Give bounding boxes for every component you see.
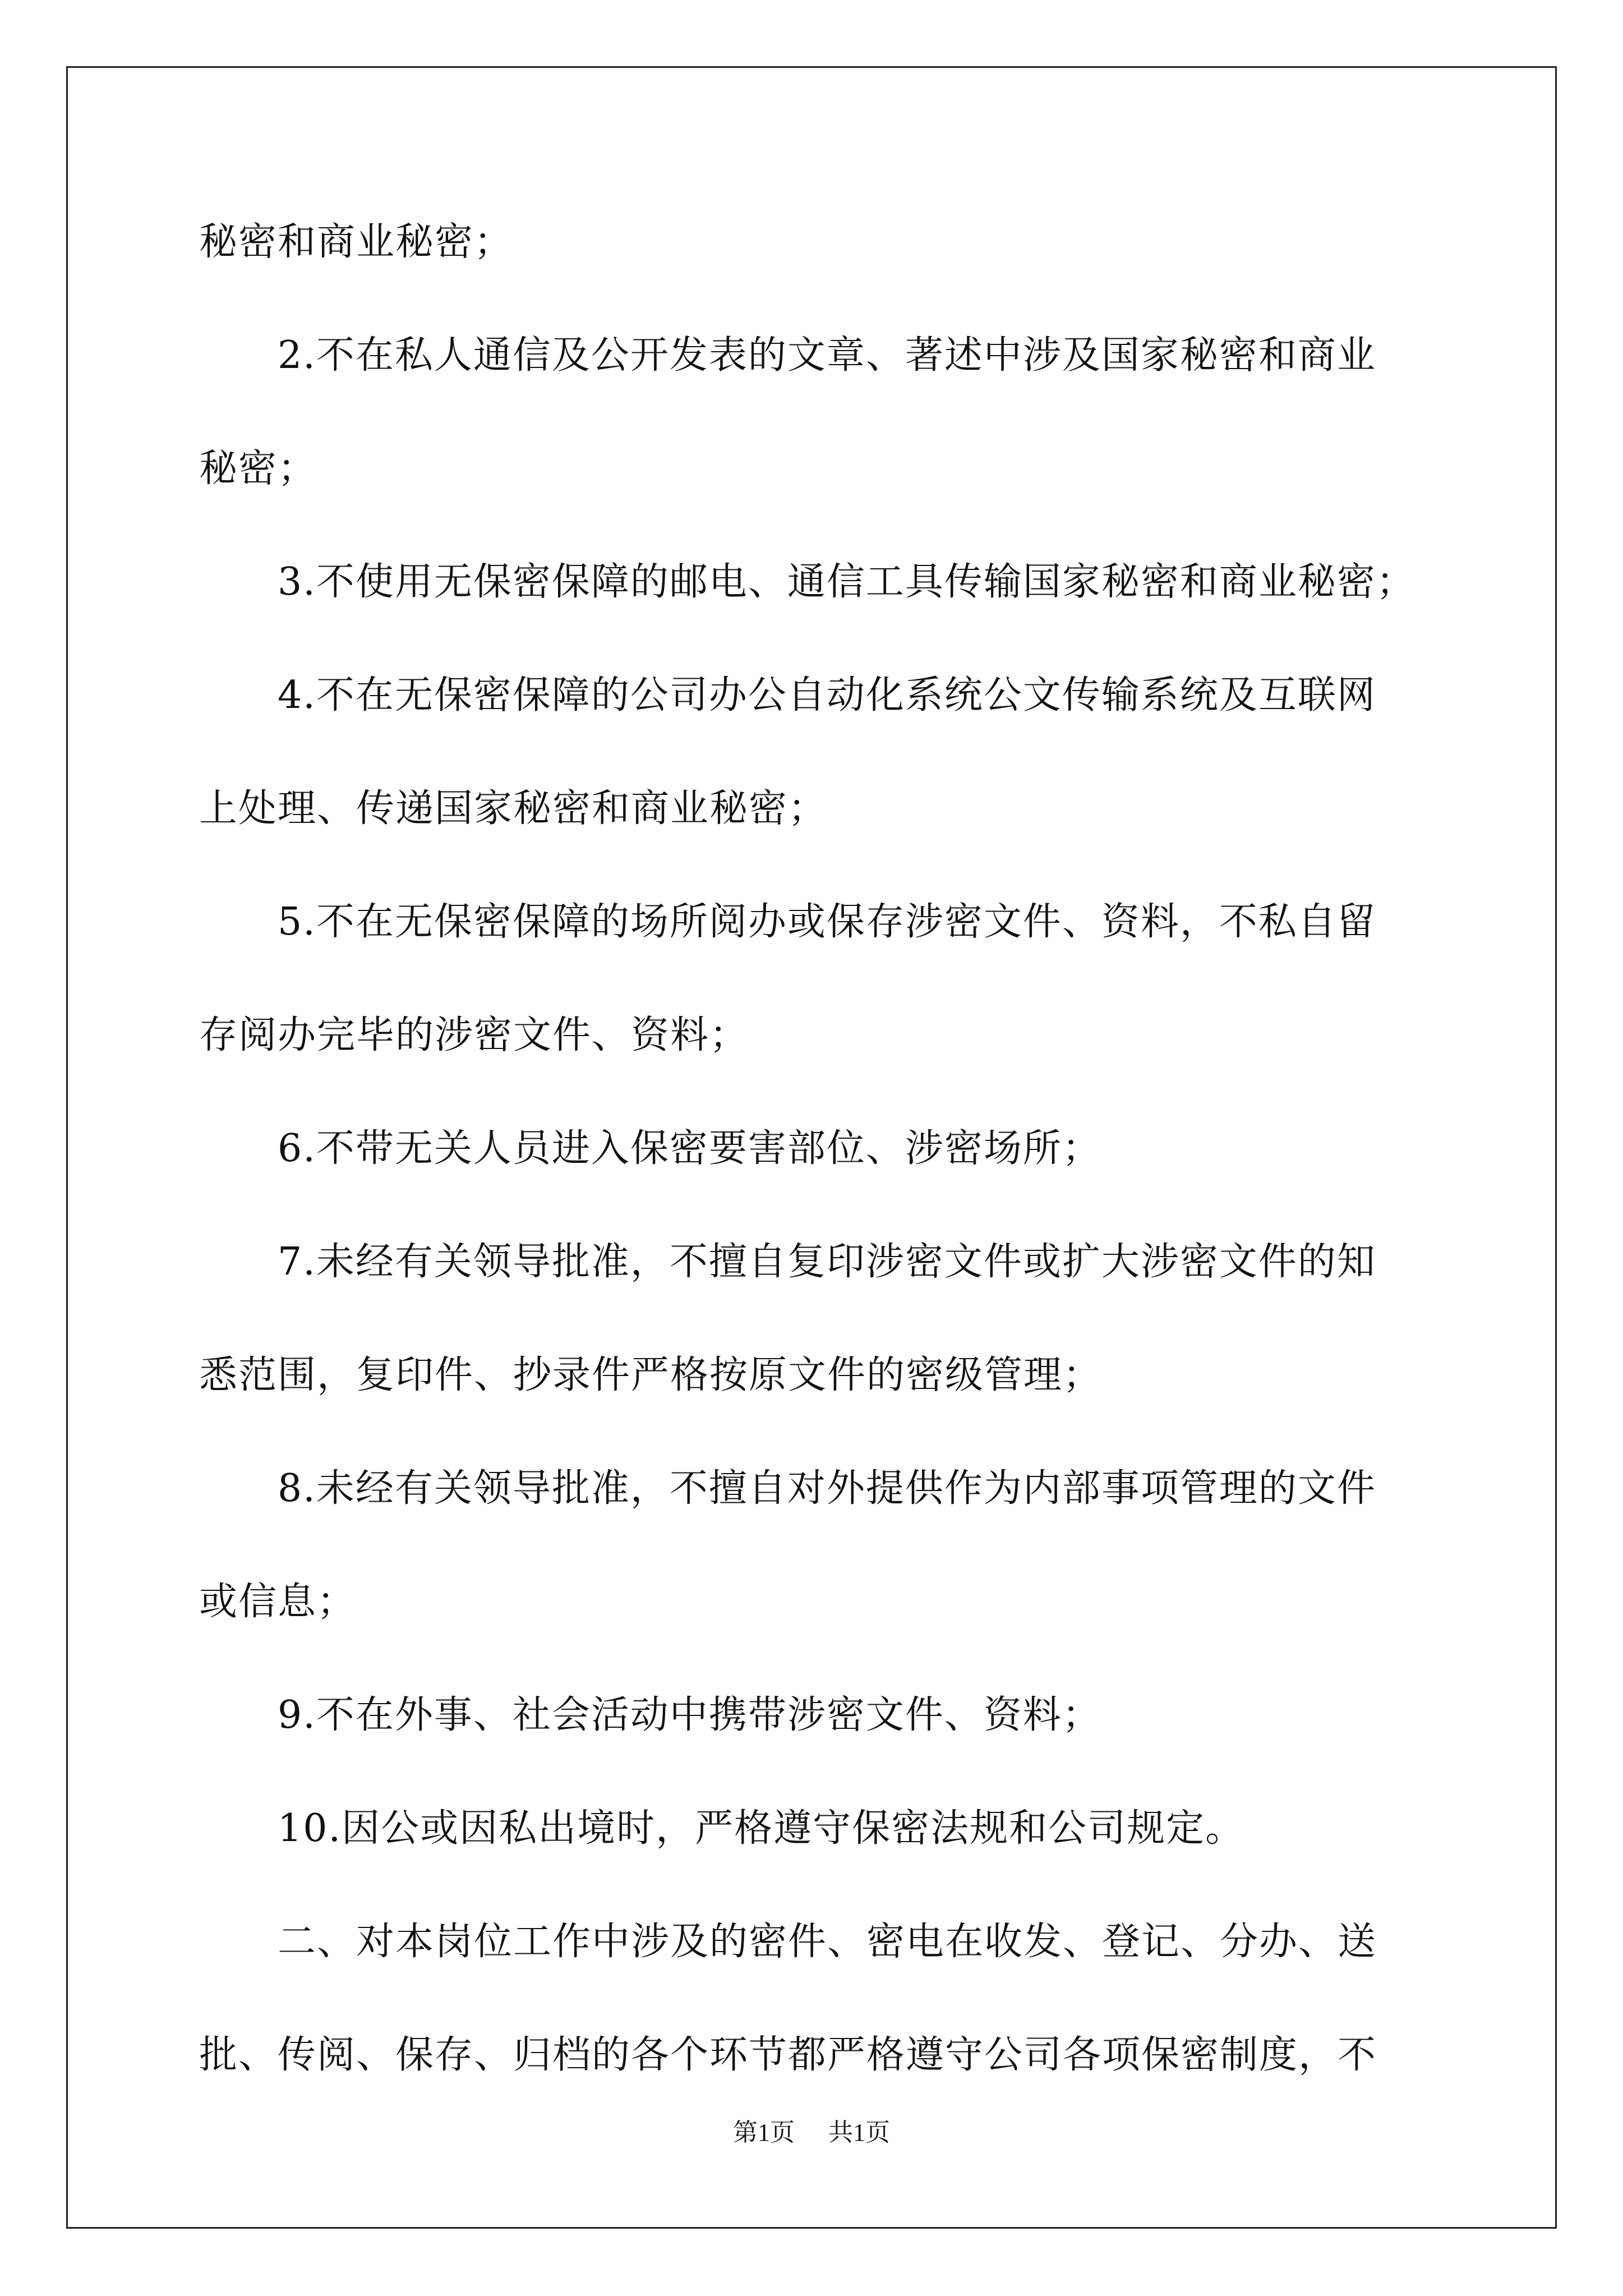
page-footer (0, 2120, 1623, 2145)
text-line-13: 或信息； (199, 1580, 357, 1624)
text-line-7: 5.不在无保密保障的场所阅办或保存涉密文件、资料，不私自留 (278, 900, 1376, 944)
text-line-14: 9.不在外事、社会活动中携带涉密文件、资料； (278, 1693, 1101, 1737)
text-line-2: 2.不在私人通信及公开发表的文章、著述中涉及国家秘密和商业 (278, 333, 1376, 378)
text-line-17: 批、传阅、保存、归档的各个环节都严格遵守公司各项保密制度，不 (199, 2033, 1377, 2077)
text-line-3: 秘密； (199, 447, 317, 491)
text-line-15: 10.因公或因私出境时，严格遵守保密法规和公司规定。 (278, 1806, 1245, 1851)
text-line-4: 3.不使用无保密保障的邮电、通信工具传输国家秘密和商业秘密； (278, 560, 1415, 604)
text-line-1: 秘密和商业秘密； (199, 220, 514, 264)
text-line-8: 存阅办完毕的涉密文件、资料； (199, 1013, 749, 1057)
text-line-9: 6.不带无关人员进入保密要害部位、涉密场所； (278, 1126, 1101, 1171)
text-line-16: 二、对本岗位工作中涉及的密件、密电在收发、登记、分办、送 (278, 1920, 1377, 1964)
text-line-10: 7.未经有关领导批准，不擅自复印涉密文件或扩大涉密文件的知 (278, 1240, 1376, 1284)
text-line-12: 8.未经有关领导批准，不擅自对外提供作为内部事项管理的文件 (278, 1466, 1376, 1511)
text-line-6: 上处理、传递国家秘密和商业秘密； (199, 786, 828, 831)
page-number-label: 第1页 (733, 2119, 795, 2146)
text-line-5: 4.不在无保密保障的公司办公自动化系统公文传输系统及互联网 (278, 673, 1376, 717)
page-total-label: 共1页 (828, 2119, 890, 2146)
text-line-11: 悉范围，复印件、抄录件严格按原文件的密级管理； (199, 1353, 1103, 1397)
